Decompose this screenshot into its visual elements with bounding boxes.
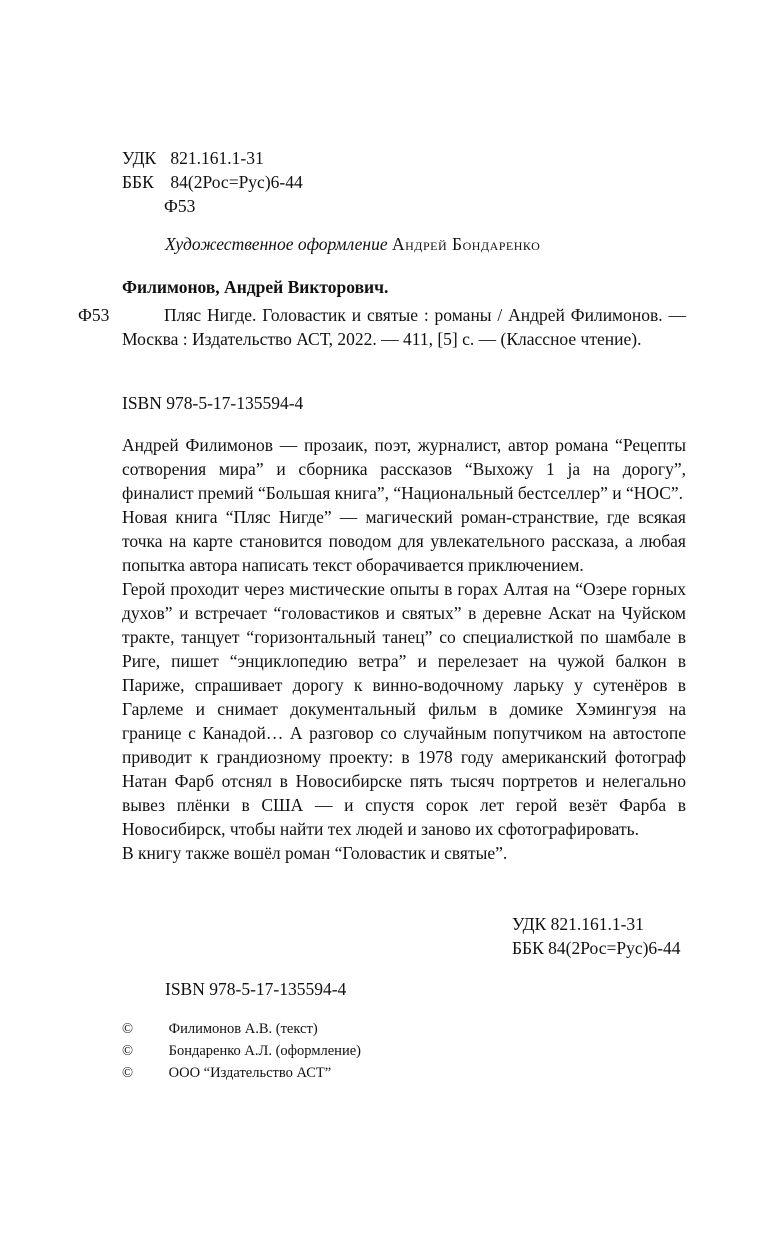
annotation-paragraph: Андрей Филимонов — прозаик, поэт, журналист, автор романа “Рецепты сотворения мира” и сборника рассказов “Выхожу 1 ja на дорогу”, финалист премий “Большая книга”, “Национальный бестселлер” и “НОС”. — [122, 435, 686, 503]
copyright-line — [122, 1062, 361, 1084]
bbk-label: ББК — [122, 172, 154, 192]
udk-line — [122, 146, 303, 170]
bottom-udk: УДК 821.161.1-31 — [512, 914, 644, 934]
copyright-line — [122, 1040, 361, 1062]
udk-label: УДК — [122, 148, 157, 168]
copyright-holder: Филимонов А.В. (текст) — [168, 1021, 318, 1037]
annotation-paragraph: Новая книга “Пляс Нигде” — магический роман-странствие, где всякая точка на карте становится поводом для увлекательного рассказа, а любая попытка автора написать текст оборачивается приключением. — [122, 507, 686, 575]
bottom-classification — [512, 912, 681, 960]
designer-name: Андрей Бондаренко — [391, 234, 541, 254]
isbn: ISBN 978-5-17-135594-4 — [122, 393, 304, 413]
cutter-code: Ф53 — [164, 196, 196, 216]
cutter-margin-code: Ф53 — [78, 305, 110, 325]
bottom-bbk: ББК 84(2Рос=Рус)6-44 — [512, 938, 681, 958]
classification-block — [122, 146, 303, 218]
copyright-symbol: © — [122, 1065, 134, 1081]
copyright-holder: ООО “Издательство АСТ” — [168, 1065, 332, 1081]
bibliographic-description: Пляс Нигде. Головастик и святые : романы / Андрей Филимонов. — Москва : Издательство АСТ, 2022. — 411, [5] с. — (Классное чтение). — [122, 305, 686, 349]
annotation — [122, 433, 686, 865]
copyright-symbol: © — [122, 1021, 134, 1037]
bbk-value: 84(2Рос=Рус)6-44 — [170, 172, 303, 192]
annotation-paragraph: Герой проходит через мистические опыты в горах Алтая на “Озере горных духов” и встречает “головастиков и святых” в деревне Аскат на Чуйском тракте, танцует “горизонтальный танец” со специалисткой по шамбале в Риге, пишет “энциклопедию ветра” и перелезает на чужой балкон в Париже, спрашивает дорогу к винно-водочному ларьку у сутенёров в Гарлеме и снимает документальный фильм в домике Хэмингуэя на границе с Канадой… А разговор со случайным попутчиком на автостопе приводит к грандиозному проекту: в 1978 году американский фотограф Натан Фарб отснял в Новосибирске пять тысяч портретов и нелегально вывез плёнки в США — и спустя сорок лет герой везёт Фарба в Новосибирск, чтобы найти тех людей и заново их сфотографировать. — [122, 579, 686, 839]
udk-value: 821.161.1-31 — [170, 148, 264, 168]
copyright-symbol: © — [122, 1043, 134, 1059]
annotation-paragraph: В книгу также вошёл роман “Головастик и святые”. — [122, 843, 508, 863]
design-credit — [165, 232, 540, 256]
bbk-line — [122, 170, 303, 194]
author-heading: Филимонов, Андрей Викторович. — [122, 277, 389, 297]
design-role: Художественное оформление — [165, 234, 388, 254]
copyright-holder: Бондаренко А.Л. (оформление) — [168, 1043, 361, 1059]
copyright-line — [122, 1018, 361, 1040]
copyright-list — [122, 1018, 361, 1084]
bottom-isbn: ISBN 978-5-17-135594-4 — [165, 979, 347, 999]
